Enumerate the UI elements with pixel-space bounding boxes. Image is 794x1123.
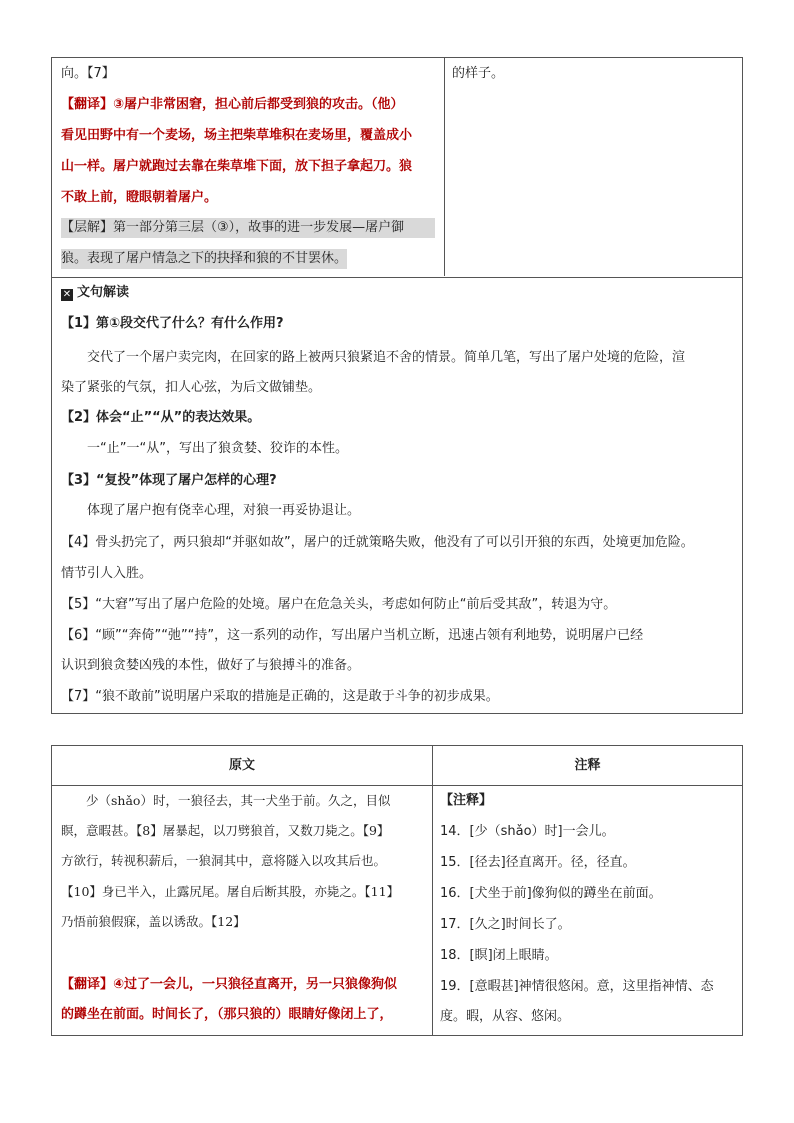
original-text-line: 向。【7】 — [61, 66, 115, 81]
note-item: 18．[瞑]闭上眼睛。 — [440, 948, 558, 963]
annotation-table-top — [51, 57, 743, 714]
translation-tag: 【翻译】 — [61, 97, 114, 112]
original-text-line: 【10】身已半入，止露尻尾。屠自后断其股，亦毙之。【11】 — [61, 884, 400, 899]
question-1: 【1】第①段交代了什么？有什么作用? — [61, 316, 284, 331]
section-heading-text: 文句解读 — [77, 285, 130, 300]
notes-cell — [445, 58, 742, 277]
note-item: 14．[少（shǎo）时]一会儿。 — [440, 824, 615, 839]
notes-cell — [433, 786, 742, 1036]
section-heading — [61, 283, 129, 303]
translation-line: 的蹲坐在前面。时间长了，（那只狼的）眼睛好像闭上了， — [61, 1007, 393, 1022]
original-text-line: 少（shǎo）时，一狼径去，其一犬坐于前。久之，目似 — [86, 793, 391, 808]
original-text-line: 方欲行，转视积薪后，一狼洞其中，意将隧入以攻其后也。 — [61, 853, 387, 868]
answer-1-line: 染了紧张的气氛，扣人心弦，为后文做铺垫。 — [61, 380, 322, 395]
question-2: 【2】体会“止”“从”的表达效果。 — [61, 410, 261, 425]
note-item: 19．[意暇甚]神情很悠闲。意，这里指神情、态 — [440, 979, 714, 994]
question-3: 【3】“复投”体现了屠户怎样的心理? — [61, 473, 277, 488]
annotation-table-bottom — [51, 745, 743, 1036]
answer-1-line: 交代了一个屠户卖完肉，在回家的路上被两只狼紧追不舍的情景。简单几笔，写出了屠户处境的危险，渲 — [87, 350, 686, 365]
notes-title: 【注释】 — [440, 793, 493, 808]
box-icon: ✕ — [62, 289, 72, 300]
notes-line: 的样子。 — [452, 66, 505, 81]
answer-3: 体现了屠户抱有侥幸心理，对狼一再妥协退让。 — [87, 503, 361, 518]
translation-line — [61, 95, 404, 115]
point-5: 【5】“大窘”写出了屠户危险的处境。屠户在危急关头，考虑如何防止“前后受其敌”，转退为守。 — [61, 597, 617, 612]
note-item: 16．[犬坐于前]像狗似的蹲坐在前面。 — [440, 886, 662, 901]
layer-analysis-line: 狼。表现了屠户情急之下的抉择和狼的不甘罢休。 — [61, 249, 347, 269]
point-4-line: 【4】骨头扔完了，两只狼却“并驱如故”，屠户的迁就策略失败，他没有了可以引开狼的东西，处境更加危险。 — [61, 535, 694, 550]
translation-line: 看见田野中有一个麦场，场主把柴草堆积在麦场里，覆盖成小 — [61, 128, 413, 143]
original-text-line: 瞑，意暇甚。【8】屠暴起，以刀劈狼首，又数刀毙之。【9】 — [61, 823, 390, 838]
sentence-analysis-section — [52, 278, 742, 714]
original-text-cell — [52, 786, 432, 1036]
point-6-line: 【6】“顾”“奔倚”“弛”“持”，这一系列的动作，写出屠户当机立断，迅速占领有利地势，说明屠户已经 — [61, 628, 644, 643]
note-item: 15．[径去]径直离开。径，径直。 — [440, 855, 636, 870]
original-text-cell — [52, 58, 444, 277]
translation-tag: 【翻译】 — [61, 977, 114, 992]
header-original: 原文 — [228, 758, 255, 773]
translation-line — [61, 975, 397, 995]
translation-line: 不敢上前，瞪眼朝着屠户。 — [61, 190, 218, 205]
translation-text: ③屠户非常困窘，担心前后都受到狼的攻击。（他） — [113, 97, 404, 112]
header-notes: 注释 — [574, 758, 601, 773]
translation-text: ④过了一会儿，一只狼径直离开，另一只狼像狗似 — [113, 977, 398, 992]
point-4-line: 情节引人入胜。 — [61, 566, 153, 581]
translation-line: 山一样。屠户就跑过去靠在柴草堆下面，放下担子拿起刀。狼 — [61, 159, 413, 174]
layer-analysis-line: 【层解】第一部分第三层（③），故事的进一步发展—屠户御 — [61, 218, 435, 238]
original-text-line: 乃悟前狼假寐，盖以诱敌。【12】 — [61, 914, 246, 929]
note-item: 度。暇，从容、悠闲。 — [440, 1009, 571, 1024]
point-6-line: 认识到狼贪婪凶残的本性，做好了与狼搏斗的准备。 — [61, 658, 361, 673]
point-7: 【7】“狼不敢前”说明屠户采取的措施是正确的，这是敢于斗争的初步成果。 — [61, 689, 499, 704]
note-item: 17．[久之]时间长了。 — [440, 917, 571, 932]
answer-2: 一“止”一“从”，写出了狼贪婪、狡诈的本性。 — [87, 441, 348, 456]
